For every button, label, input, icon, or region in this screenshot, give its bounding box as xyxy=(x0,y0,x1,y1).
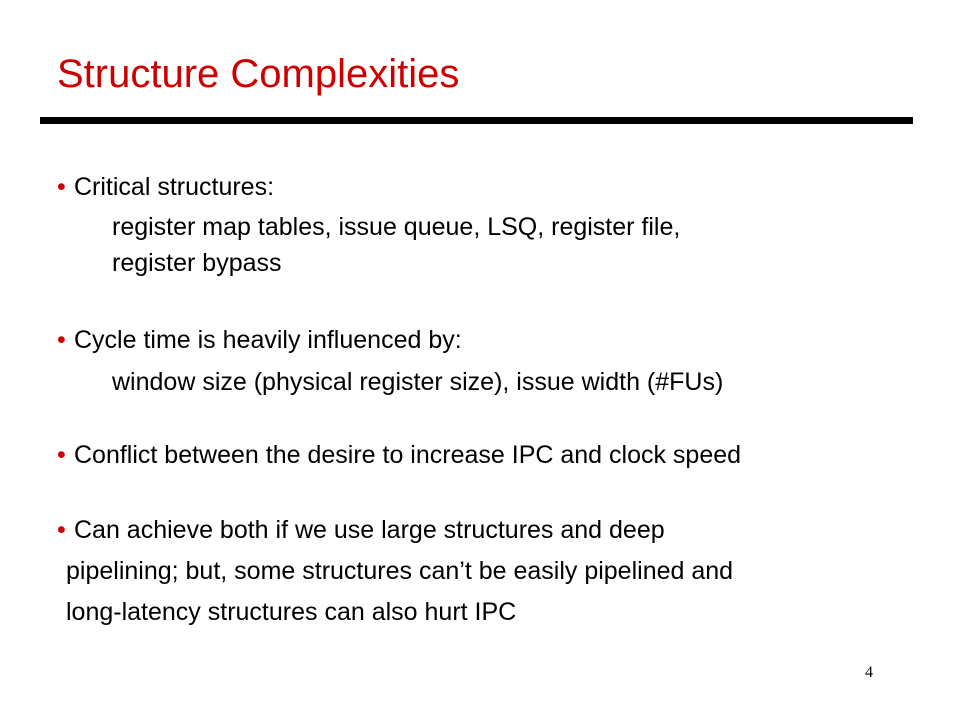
sub-text-cycle-time: window size (physical register size), issue width (#FUs) xyxy=(112,368,724,396)
bullet-marker: • xyxy=(57,173,66,201)
bullet-can-achieve-both-continuation-1: pipelining; but, some structures can’t be easily pipelined and xyxy=(66,557,734,585)
bullet-marker: • xyxy=(57,516,66,544)
bullet-can-achieve-both: Can achieve both if we use large structures and deep xyxy=(74,516,665,544)
bullet-marker: • xyxy=(57,326,66,354)
sub-text-critical-structures-1: register map tables, issue queue, LSQ, register file, xyxy=(112,213,681,241)
bullet-conflict: Conflict between the desire to increase IPC and clock speed xyxy=(74,441,742,469)
bullet-marker: • xyxy=(57,441,66,469)
bullet-can-achieve-both-continuation-2: long-latency structures can also hurt IPC xyxy=(66,598,517,626)
page-number: 4 xyxy=(865,664,873,681)
sub-text-critical-structures-2: register bypass xyxy=(112,249,282,277)
slide-title: Structure Complexities xyxy=(57,52,460,96)
bullet-critical-structures: Critical structures: xyxy=(74,173,275,201)
bullet-cycle-time: Cycle time is heavily influenced by: xyxy=(74,326,462,354)
title-underline-rule xyxy=(40,117,913,124)
